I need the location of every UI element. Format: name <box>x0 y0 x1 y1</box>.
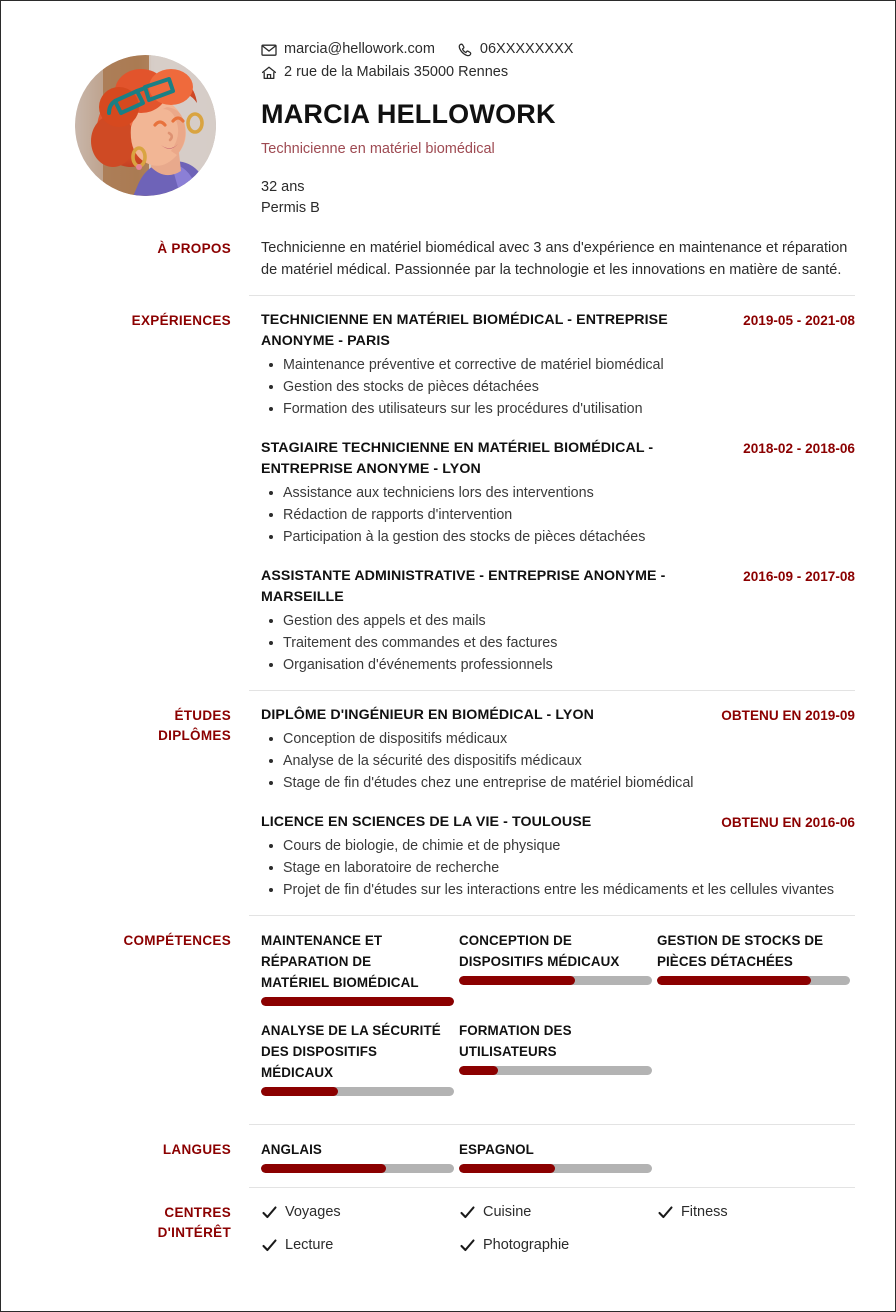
address-text: 2 rue de la Mabilais 35000 Rennes <box>284 64 509 80</box>
section-interests <box>1 1187 895 1282</box>
skill-level-fill <box>657 976 811 985</box>
language-item <box>261 1139 459 1173</box>
experience-entry <box>261 310 855 420</box>
section-experiences <box>1 295 895 690</box>
interests-grid <box>261 1202 855 1268</box>
skill-level-fill <box>261 997 454 1006</box>
experience-title: ASSISTANTE ADMINISTRATIVE - ENTREPRISE ANONYME - MARSEILLE <box>261 568 666 605</box>
section-label-interests-line1: CENTRES <box>164 1205 231 1220</box>
section-label-education-line2: DIPLÔMES <box>158 728 231 743</box>
experience-title: STAGIAIRE TECHNICIENNE EN MATÉRIEL BIOMÉDICAL - ENTREPRISE ANONYME - LYON <box>261 440 654 477</box>
language-name: ANGLAIS <box>261 1142 322 1157</box>
check-icon <box>261 1204 278 1221</box>
check-icon <box>459 1204 476 1221</box>
experience-date: 2018-02 - 2018-06 <box>743 441 855 456</box>
section-skills <box>1 915 895 1124</box>
list-item: Formation des utilisateurs sur les procédures d'utilisation <box>283 398 855 420</box>
interest-label: Fitness <box>680 1204 728 1220</box>
skill-level-bar <box>261 1087 454 1096</box>
education-date: OBTENU EN 2016-06 <box>721 815 855 830</box>
section-body-education <box>249 690 855 915</box>
section-label-interests-line2: D'INTÉRÊT <box>157 1225 231 1240</box>
experience-entry-head <box>261 310 855 352</box>
contact-email <box>261 39 435 60</box>
skill-name: GESTION DE STOCKS DE PIÈCES DÉTACHÉES <box>656 933 824 969</box>
education-bullets <box>261 835 855 901</box>
skill-item <box>459 930 657 1006</box>
skill-level-bar <box>657 976 850 985</box>
education-date: OBTENU EN 2019-09 <box>721 708 855 723</box>
language-level-bar <box>459 1164 652 1173</box>
envelope-icon <box>261 42 277 58</box>
experience-bullets <box>261 610 855 676</box>
avatar <box>75 55 216 196</box>
skill-level-bar <box>261 997 454 1006</box>
page-title: MARCIA HELLOWORK <box>261 99 556 129</box>
cv-sheet <box>1 1 895 1311</box>
list-item: Cours de biologie, de chimie et de physique <box>283 835 855 857</box>
list-item: Analyse de la sécurité des dispositifs médicaux <box>283 750 855 772</box>
education-title: LICENCE EN SCIENCES DE LA VIE - TOULOUSE <box>261 814 592 830</box>
skill-level-fill <box>261 1087 338 1096</box>
interest-item <box>459 1235 657 1256</box>
experience-entry <box>261 566 855 676</box>
licence-text: Permis B <box>261 200 320 216</box>
list-item: Gestion des stocks de pièces détachées <box>283 376 855 398</box>
experience-title: TECHNICIENNE EN MATÉRIEL BIOMÉDICAL - ENTREPRISE ANONYME - PARIS <box>261 312 668 349</box>
interest-label: Photographie <box>482 1237 570 1253</box>
list-item: Rédaction de rapports d'intervention <box>283 504 855 526</box>
skill-name: CONCEPTION DE DISPOSITIFS MÉDICAUX <box>458 933 620 969</box>
language-level-fill <box>261 1164 386 1173</box>
cv-header <box>1 1 895 219</box>
languages-grid <box>261 1139 855 1173</box>
education-entry-head <box>261 705 855 726</box>
check-icon <box>261 1237 278 1254</box>
section-languages <box>1 1124 895 1187</box>
language-name: ESPAGNOL <box>458 1142 534 1157</box>
contact-address <box>261 62 508 83</box>
section-label-interests <box>41 1187 249 1243</box>
job-title: Technicienne en matériel biomédical <box>261 141 495 157</box>
list-item: Assistance aux techniciens lors des interventions <box>283 482 855 504</box>
skill-item <box>459 1020 657 1096</box>
section-label-education-line1: ÉTUDES <box>174 708 231 723</box>
email-text: marcia@hellowork.com <box>284 41 435 57</box>
age-text: 32 ans <box>261 179 305 195</box>
experience-entry <box>261 438 855 548</box>
section-body-about <box>249 237 855 295</box>
skill-level-bar <box>459 976 652 985</box>
skill-name: FORMATION DES UTILISATEURS <box>458 1023 572 1059</box>
education-bullets <box>261 728 855 794</box>
education-title: DIPLÔME D'INGÉNIEUR EN BIOMÉDICAL - LYON <box>261 707 594 723</box>
skill-item <box>261 930 459 1006</box>
section-education <box>1 690 895 915</box>
language-item <box>459 1139 657 1173</box>
interest-item <box>459 1202 657 1223</box>
experience-entry-head <box>261 438 855 480</box>
experience-date: 2019-05 - 2021-08 <box>743 313 855 328</box>
avatar-column <box>41 31 249 196</box>
education-entry-head <box>261 812 855 833</box>
interest-label: Voyages <box>285 1204 341 1220</box>
section-label-skills: COMPÉTENCES <box>123 933 231 948</box>
list-item: Conception de dispositifs médicaux <box>283 728 855 750</box>
section-label-experiences: EXPÉRIENCES <box>131 313 231 328</box>
skill-level-fill <box>459 976 575 985</box>
experience-bullets <box>261 354 855 420</box>
skill-level-bar <box>459 1066 652 1075</box>
interest-label: Lecture <box>285 1237 334 1253</box>
phone-text: 06XXXXXXXX <box>479 41 574 57</box>
phone-icon <box>457 42 473 58</box>
experience-entry-head <box>261 566 855 608</box>
list-item: Participation à la gestion des stocks de pièces détachées <box>283 526 855 548</box>
list-item: Maintenance préventive et corrective de matériel biomédical <box>283 354 855 376</box>
check-icon <box>459 1237 476 1254</box>
section-body-experiences <box>249 295 855 690</box>
skill-name: ANALYSE DE LA SÉCURITÉ DES DISPOSITIFS MÉDICAUX <box>261 1023 441 1080</box>
interest-item <box>261 1235 459 1256</box>
skill-item <box>657 930 855 1006</box>
identity-block <box>249 31 855 219</box>
section-label-languages: LANGUES <box>162 1142 231 1157</box>
list-item: Gestion des appels et des mails <box>283 610 855 632</box>
contact-line-1 <box>261 39 855 60</box>
interest-item <box>657 1202 855 1223</box>
list-item: Stage en laboratoire de recherche <box>283 857 855 879</box>
about-text: Technicienne en matériel biomédical avec 3 ans d'expérience en maintenance et réparation de matériel médical. Passionnée par la technologie et les innovations en matière de santé. <box>261 240 848 278</box>
contact-line-2 <box>261 62 855 83</box>
section-body-skills <box>249 915 855 1124</box>
skill-level-fill <box>459 1066 498 1075</box>
list-item: Traitement des commandes et des factures <box>283 632 855 654</box>
skill-item <box>261 1020 459 1096</box>
section-label-education <box>41 690 249 746</box>
experience-date: 2016-09 - 2017-08 <box>743 569 855 584</box>
list-item: Organisation d'événements professionnels <box>283 654 855 676</box>
list-item: Projet de fin d'études sur les interactions entre les médicaments et les cellules vivantes <box>283 879 855 901</box>
section-body-interests <box>249 1187 855 1282</box>
section-body-languages <box>249 1124 855 1187</box>
education-entry <box>261 705 855 794</box>
personal-details <box>261 177 855 219</box>
house-icon <box>261 65 277 81</box>
section-label-about: À PROPOS <box>157 241 231 256</box>
skills-grid <box>261 930 855 1110</box>
section-about <box>1 237 895 295</box>
language-level-fill <box>459 1164 556 1173</box>
experience-bullets <box>261 482 855 548</box>
contact-phone <box>457 39 574 60</box>
interest-label: Cuisine <box>482 1204 532 1220</box>
check-icon <box>657 1204 674 1221</box>
interest-item <box>261 1202 459 1223</box>
education-entry <box>261 812 855 901</box>
skill-name: MAINTENANCE ET RÉPARATION DE MATÉRIEL BIOMÉDICAL <box>261 933 419 990</box>
language-level-bar <box>261 1164 454 1173</box>
list-item: Stage de fin d'études chez une entreprise de matériel biomédical <box>283 772 855 794</box>
